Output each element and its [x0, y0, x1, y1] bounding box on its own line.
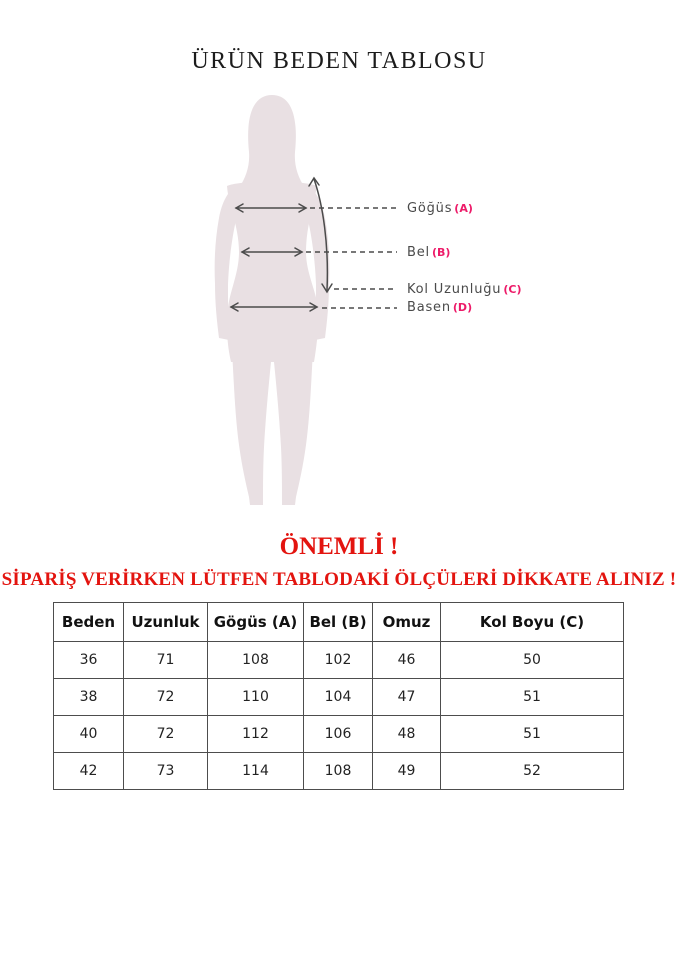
cell: 114: [208, 753, 304, 790]
cell: 49: [373, 753, 441, 790]
size-table-header-row: [54, 603, 624, 642]
header-cell-beden: Beden: [54, 603, 124, 642]
measure-label-chest: [407, 201, 473, 217]
table-row-size-36: [54, 642, 624, 679]
size-table: [53, 602, 624, 790]
measure-code-d: (D): [452, 301, 473, 314]
measure-label-hip: [407, 300, 472, 316]
measure-code-c: (C): [503, 283, 522, 296]
cell: 108: [208, 642, 304, 679]
table-row-size-40: [54, 716, 624, 753]
important-heading: ÖNEMLİ !: [279, 533, 399, 560]
cell: 46: [373, 642, 441, 679]
order-warning-text: SİPARİŞ VERİRKEN LÜTFEN TABLODAKİ ÖLÇÜLERİ DİKKATE ALINIZ !: [1, 569, 677, 590]
cell: 72: [124, 716, 208, 753]
cell: 52: [441, 753, 624, 790]
cell: 102: [304, 642, 373, 679]
cell: 36: [54, 642, 124, 679]
cell: 71: [124, 642, 208, 679]
measure-label-sleeve-text: Kol Uzunluğu: [407, 282, 502, 297]
measure-label-chest-text: Göğüs: [407, 201, 453, 216]
cell: 106: [304, 716, 373, 753]
measure-label-waist: [407, 245, 450, 261]
measure-label-waist-text: Bel: [407, 245, 430, 260]
cell: 51: [441, 716, 624, 753]
cell: 47: [373, 679, 441, 716]
header-cell-uzunluk: Uzunluk: [124, 603, 208, 642]
page-title: ÜRÜN BEDEN TABLOSU: [191, 48, 487, 74]
cell: 50: [441, 642, 624, 679]
header-cell-kol-boyu: Kol Boyu (C): [441, 603, 624, 642]
female-silhouette: [215, 95, 330, 505]
cell: 108: [304, 753, 373, 790]
cell: 51: [441, 679, 624, 716]
cell: 104: [304, 679, 373, 716]
cell: 42: [54, 753, 124, 790]
cell: 48: [373, 716, 441, 753]
table-row-size-42: [54, 753, 624, 790]
cell: 110: [208, 679, 304, 716]
measure-code-b: (B): [431, 246, 451, 259]
header-cell-omuz: Omuz: [373, 603, 441, 642]
cell: 73: [124, 753, 208, 790]
cell: 72: [124, 679, 208, 716]
measure-label-hip-text: Basen: [407, 300, 451, 315]
measure-label-sleeve: [407, 282, 521, 298]
cell: 112: [208, 716, 304, 753]
measure-code-a: (A): [454, 202, 473, 215]
header-cell-gogus: Gögüs (A): [208, 603, 304, 642]
cell: 40: [54, 716, 124, 753]
header-cell-bel: Bel (B): [304, 603, 373, 642]
table-row-size-38: [54, 679, 624, 716]
cell: 38: [54, 679, 124, 716]
